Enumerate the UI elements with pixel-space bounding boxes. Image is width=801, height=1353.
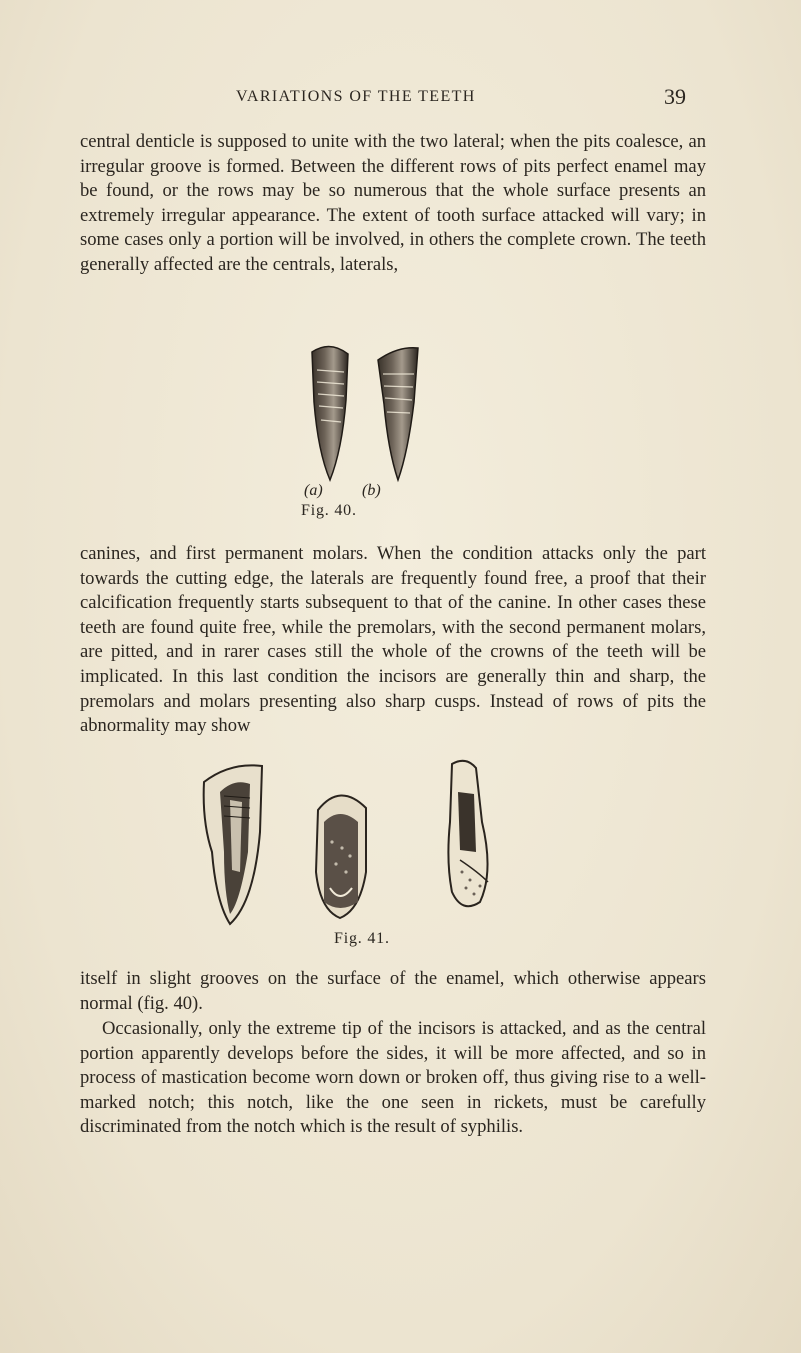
figure-41 — [190, 752, 520, 952]
fig-40-sublabels — [290, 482, 440, 502]
incisor-drawing — [204, 765, 262, 924]
sublabel-b: (b) — [362, 482, 381, 499]
pitted-tooth-drawing — [448, 761, 488, 906]
paragraph: canines, and first permanent molars. When the condition attacks only the part towards the cutting edge, the laterals are frequently found free, a proof that their calcification frequently starts subsequent to that of the canine. In other cases these teeth are found quite free, while the premolars, with the second permanent molars, are pitted, and in rarer cases still the whole of the crowns of the teeth will be implicated. In this last condition the incisors are generally thin and sharp, the premolars and molars presenting also sharp cusps. Instead of rows of pits the abnormality may show — [80, 543, 706, 737]
fig-40-illustration — [290, 340, 440, 485]
tooth-a-drawing — [312, 346, 348, 480]
figure-40 — [290, 340, 440, 525]
fig-41-illustration — [190, 752, 520, 927]
tooth-b-drawing — [378, 348, 418, 480]
page-number: 39 — [664, 84, 686, 109]
sublabel-a: (a) — [304, 482, 323, 499]
paragraph: Occasionally, only the extreme tip of the incisors is attacked, and as the central portion apparently develops before the sides, it will be more affected, and so in process of mastication become worn down or broken off, thus giving rise to a well-marked notch; this notch, like the one seen in rickets, must be carefully discriminated from the notch which is the result of syphilis. — [80, 1018, 706, 1138]
notched-tooth-drawing — [316, 795, 366, 918]
running-head — [0, 84, 801, 114]
paragraph: itself in slight grooves on the surface of the enamel, which otherwise appears normal (fig. 40). — [80, 968, 706, 1014]
paragraph: central denticle is supposed to unite with the two lateral; when the pits coalesce, an irregular groove is formed. Between the different rows of pits perfect enamel may be found, or the rows may be so numerous that the whole surface presents an extremely irregular appearance. The extent of tooth surface attacked will vary; in some cases only a portion will be involved, in others the complete crown. The teeth generally affected are the centrals, laterals, — [80, 131, 706, 275]
running-title: VARIATIONS OF THE TEETH — [236, 88, 476, 105]
figure-caption: Fig. 41. — [334, 930, 390, 947]
figure-caption: Fig. 40. — [301, 502, 357, 519]
